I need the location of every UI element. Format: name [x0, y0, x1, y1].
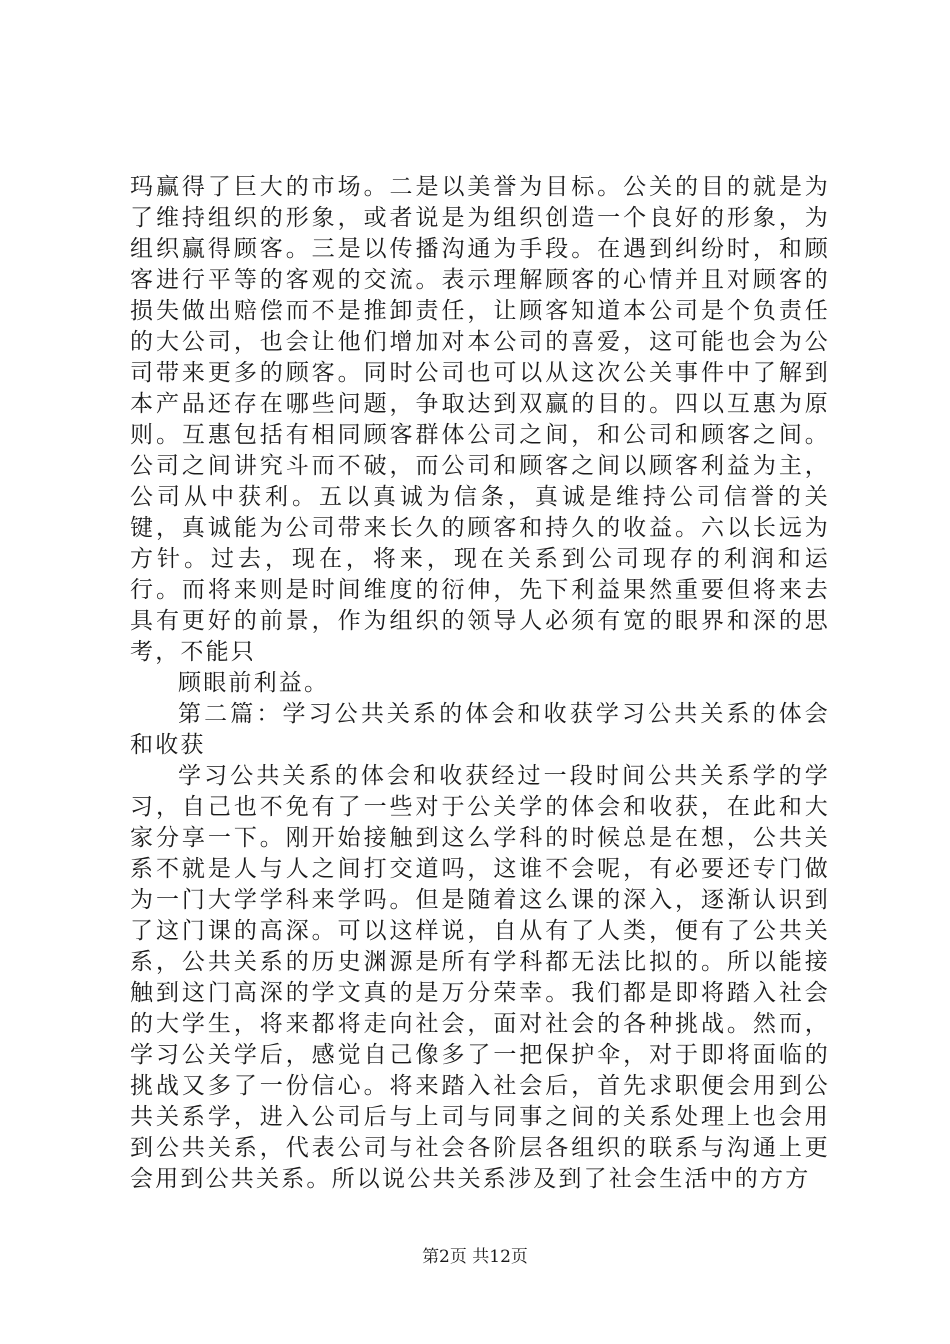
- paragraph-continued: 玛赢得了巨大的市场。二是以美誉为目标。公关的目的就是为了维持组织的形象，或者说是为组织创造一个良好的形象，为组织赢得顾客。三是以传播沟通为手段。在遇到纠纷时，和顾客进行平等的客观的交流。表示理解顾客的心情并且对顾客的损失做出赔偿而不是推卸责任，让顾客知道本公司是个负责任的大公司，也会让他们增加对本公司的喜爱，这可能也会为公司带来更多的顾客。同时公司也可以从这次公关事件中了解到本产品还存在哪些问题，争取达到双赢的目的。四以互惠为原则。互惠包括有相同顾客群体公司之间，和公司和顾客之间。公司之间讲究斗而不破，而公司和顾客之间以顾客利益为主，公司从中获利。五以真诚为信条，真诚是维持公司信誉的关键，真诚能为公司带来长久的顾客和持久的收益。六以长远为方针。过去，现在，将来，现在关系到公司现存的利润和运行。而将来则是时间维度的衍伸，先下利益果然重要但将来去具有更好的前景，作为组织的领导人必须有宽的眼界和深的思考，不能只: [130, 174, 830, 665]
- paragraph-continued-tail: 顾眼前利益。: [178, 670, 330, 696]
- paragraph-body: 学习公共关系的体会和收获经过一段时间公共关系学的学习，自己也不免有了一些对于公关学的体会和收获，在此和大家分享一下。刚开始接触到这么学科的时候总是在想，公共关系不就是人与人之间打交道吗，这谁不会呢，有必要还专门做为一门大学学科来学吗。但是随着这么课的深入，逐渐认识到了这门课的高深。可以这样说，自从有了人类，便有了公共关系，公共关系的历史渊源是所有学科都无法比拟的。所以能接触到这门高深的学文真的是万分荣幸。我们都是即将踏入社会的大学生，将来都将走向社会，面对社会的各种挑战。然而，学习公关学后，感觉自己像多了一把保护伞，对于即将面临的挑战又多了一份信心。将来踏入社会后，首先求职便会用到公共关系学，进入公司后与上司与同事之间的关系处理上也会用到公共关系，代表公司与社会各阶层各组织的联系与沟通上更会用到公共关系。所以说公共关系涉及到了社会生活中的方方: [130, 763, 830, 1192]
- section-heading: 第二篇：学习公共关系的体会和收获学习公共关系的体会和收获: [130, 701, 830, 758]
- document-body: [130, 172, 830, 1195]
- page-number-footer: 第2页 共12页: [422, 1247, 528, 1267]
